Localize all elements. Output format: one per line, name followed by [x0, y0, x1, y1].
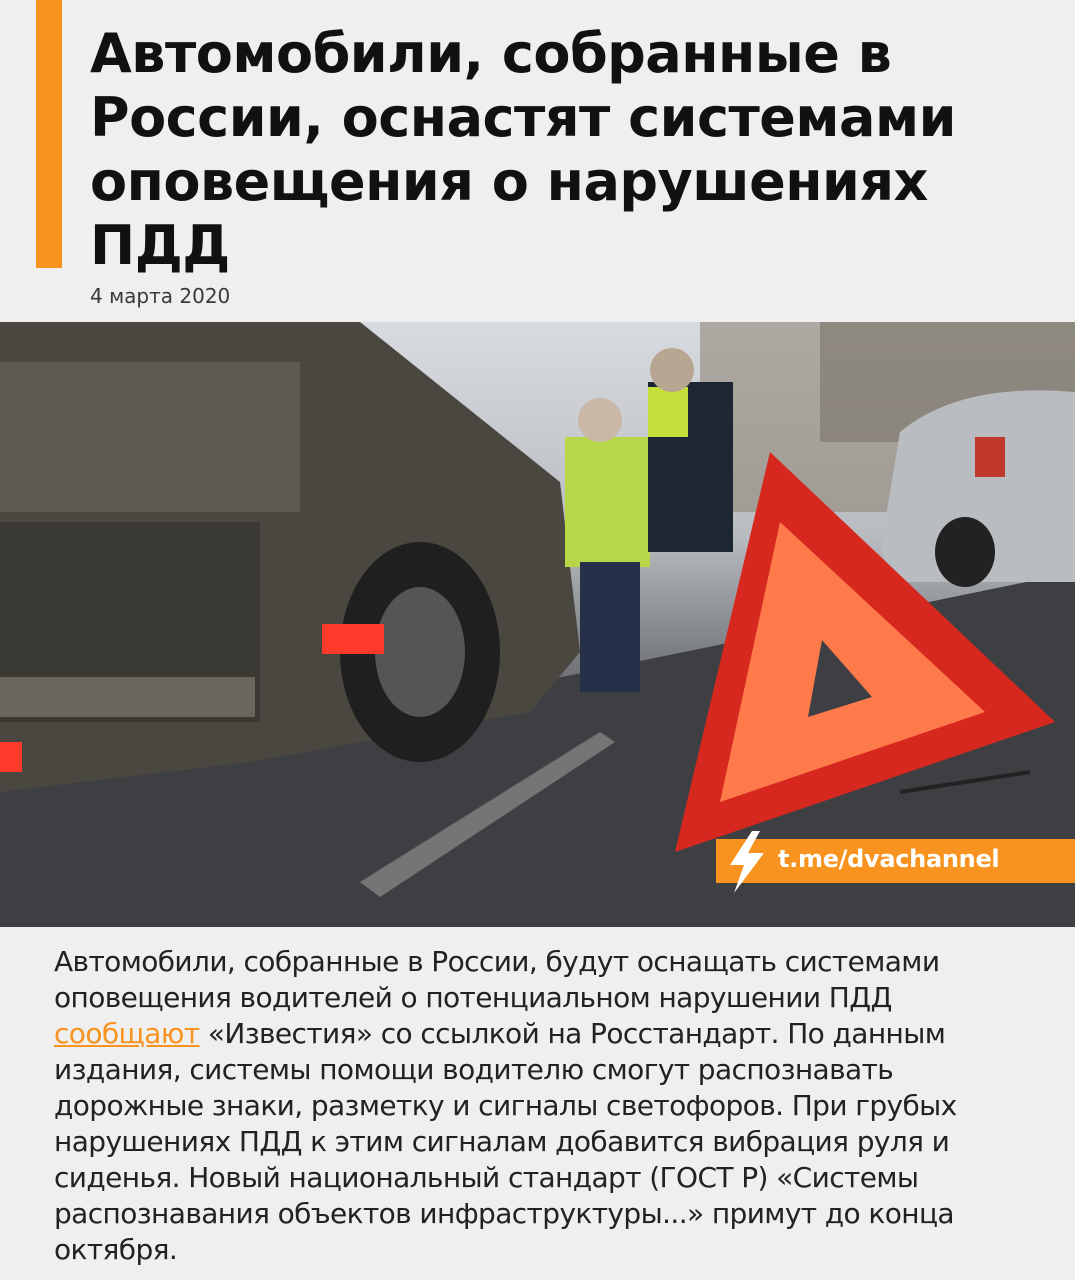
watermark-text: t.me/dvachannel — [778, 845, 1000, 873]
article-date: 4 марта 2020 — [90, 284, 231, 308]
article-header — [0, 0, 1075, 322]
photo-illustration — [0, 322, 1075, 927]
watermark-badge — [716, 839, 1075, 883]
accent-bar — [36, 0, 62, 268]
article-photo — [0, 322, 1075, 927]
body-text-start: Автомобили, собранные в России, будут оснащать системами оповещения водителей о потенциальном нарушении ПДД — [54, 945, 940, 1014]
article-title: Автомобили, собранные в России, оснастят системами оповещения о нарушениях ПДД — [90, 22, 956, 277]
source-link[interactable]: сообщают — [54, 1017, 200, 1050]
body-text-end: «Известия» со ссылкой на Росстандарт. По данным издания, системы помощи водителю смогут распознавать дорожные знаки, разметку и сигналы светофоров. При грубых нарушениях ПДД к этим сигналам добавится вибрация руля и сиденья. Новый национальный стандарт (ГОСТ Р) «Системы распознавания объектов инфраструктуры...» примут до конца октября. — [54, 1017, 957, 1266]
lightning-bolt-icon — [726, 831, 768, 893]
article-body — [54, 944, 1044, 1268]
